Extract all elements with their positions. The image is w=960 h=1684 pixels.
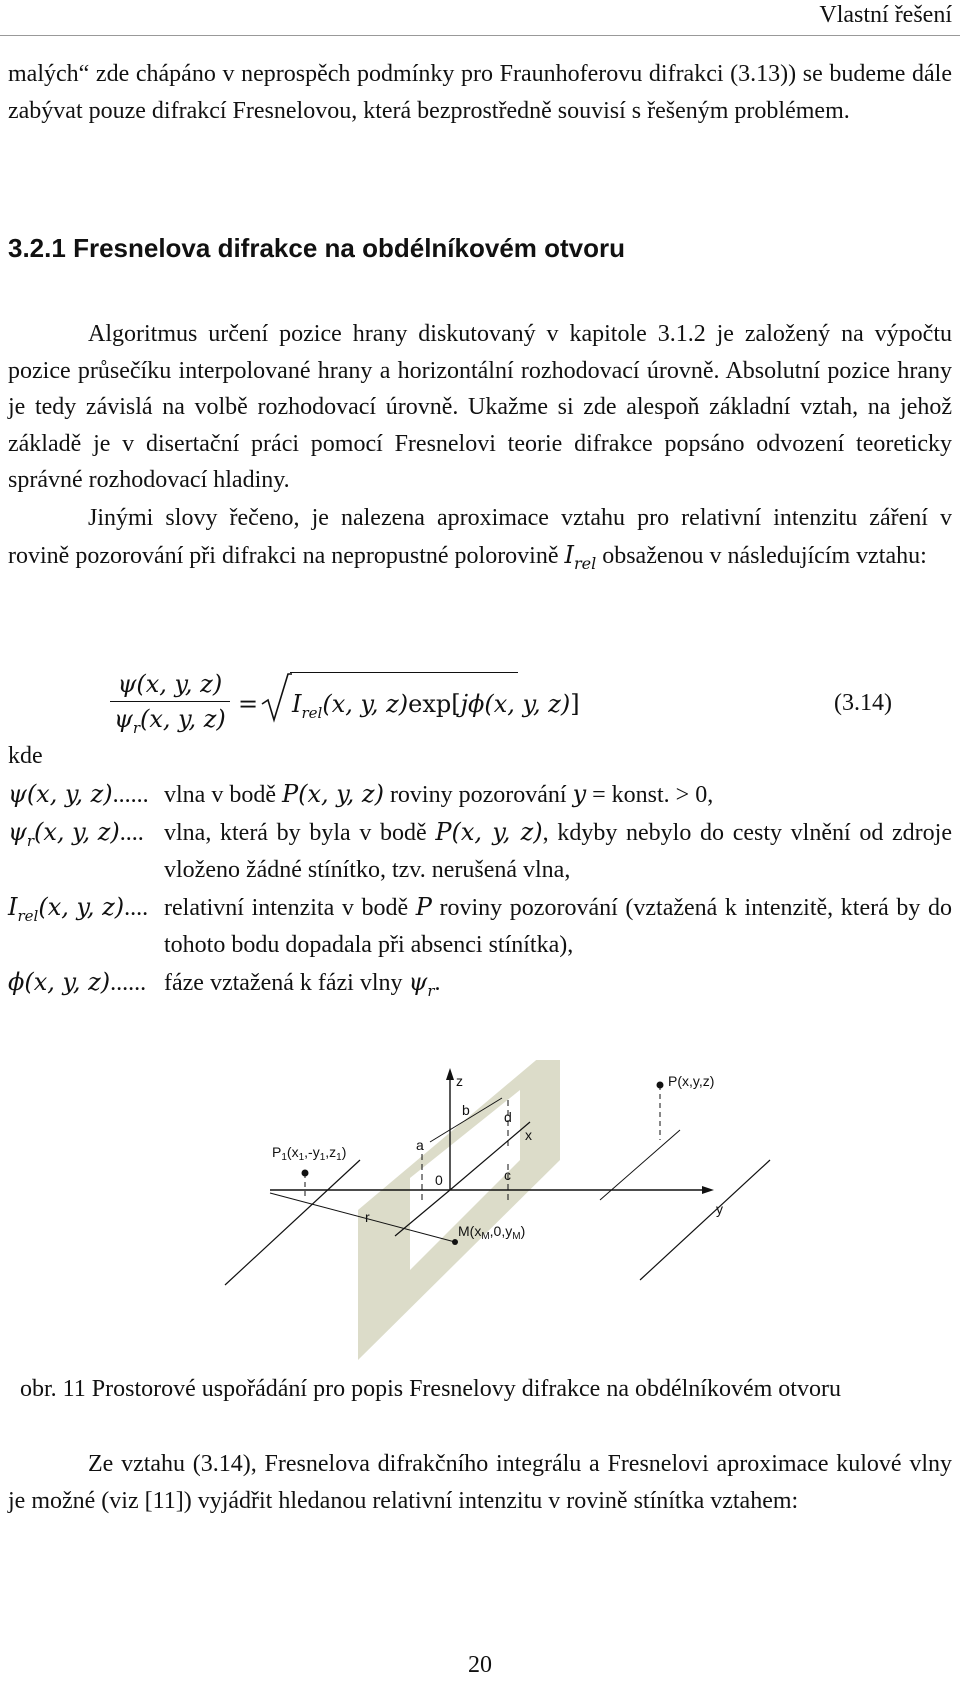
sqrt-bar: [290, 672, 518, 673]
label-p1: $P_1(x_1,-y_1,z_1)$: [272, 1144, 347, 1163]
label-origin: 0: [435, 1172, 443, 1188]
label-r: r: [365, 1209, 370, 1225]
paragraph-3: Ze vztahu (3.14), Fresnelova difrakčního integrálu a Fresnelovi aproximace kulové vlny je možné (viz [11]) vyjádřit hledanou relativní intenzitu v rovině stínítka vztahem:: [8, 1451, 952, 1514]
definition-term: $\psi_r(x$, y, z)....: [8, 818, 144, 850]
figure-caption: obr. 11 Prostorové uspořádání pro popis Fresnelovy difrakce na obdélníkovém otvoru: [20, 1376, 841, 1402]
equation-number: (3.14): [834, 690, 892, 716]
equation-denominator: $\psi_r(x$, y, z): [114, 705, 226, 737]
section-number: 3.2.1: [8, 233, 66, 263]
definition-desc: vlna v bodě P(x, y, z) roviny pozorování y = konst. > 0,: [164, 780, 714, 808]
label-m: $M(x_M,0,y_M)$: [458, 1223, 526, 1242]
equation-fraction: [110, 670, 230, 737]
definition-psi: [8, 776, 952, 814]
label-p: P(x,y,z): [668, 1073, 715, 1089]
section-title: Fresnelova difrakce na obdélníkovém otvoru: [73, 233, 626, 263]
label-c: c: [504, 1167, 511, 1183]
chapter-title: Vlastní řešení: [819, 2, 952, 28]
definition-term: ψ(x, y, z)......: [8, 780, 149, 808]
definition-term: $I_{rel}(x$, y, z)....: [8, 893, 149, 925]
definition-psi-r: [8, 814, 952, 889]
equals-sign: =: [238, 690, 259, 718]
equation-numerator: ψ(x, y, z): [117, 670, 223, 698]
z-axis-arrow: [446, 1068, 454, 1080]
point-m: [452, 1239, 458, 1245]
definition-phi: [8, 964, 952, 1010]
paragraph-2-text-b: obsaženou v následujícím vztahu:: [602, 542, 927, 569]
section-heading: [8, 233, 625, 264]
label-b: b: [462, 1102, 470, 1118]
paragraph-1: Algoritmus určení pozice hrany diskutovaný v kapitole 3.1.2 je založený na výpočtu pozice průsečíku interpolované hrany a horizontální rozhodovací úrovně. Absolutní pozice hrany je tedy závislá na volbě rozhodovací úrovně. Ukažme si zde alespoň základní vztah, na jehož základě je v disertační práci pomocí Fresnelovi teorie difrakce popsáno odvození teoreticky správné rozhodovací hladiny.: [8, 321, 952, 493]
definition-desc: fáze vztažená k fázi vlny $\psi_r$.: [164, 968, 441, 1000]
irel-symbol: $I_{rel}$: [564, 540, 597, 573]
where-label: kde: [8, 743, 43, 769]
definition-desc: vlna, která by byla v bodě P(x, y, z), kdyby nebylo do cesty vlnění od zdroje vloženo žádné stínítko, tzv. nerušená vlna,: [164, 818, 952, 883]
definition-desc: relativní intenzita v bodě P roviny pozorování (vztažená k intenzitě, která by do tohoto bodu dopadala při absenci stínítka),: [164, 893, 952, 958]
label-d: d: [504, 1109, 512, 1125]
label-y: y: [716, 1201, 723, 1217]
paragraph-2-text-a: Jinými slovy řečeno, je nalezena aproximace vztahu pro relativní intenzitu záření v rovině pozorování při difrakci na nepropustné polorovině: [8, 505, 952, 569]
header-rule: [0, 35, 960, 36]
oblique-line-left: [225, 1160, 360, 1285]
fraction-bar: [110, 701, 230, 702]
y-axis-arrow: [702, 1186, 714, 1194]
intro-paragraph: malých“ zde chápáno v neprospěch podmínky pro Fraunhoferovu difrakci (3.13)) se budeme dále zabývat pouze difrakcí Fresnelovou, která bezprostředně souvisí s řešeným problémem.: [8, 61, 952, 124]
label-x: x: [525, 1127, 532, 1143]
sqrt-sign: [260, 670, 292, 726]
equation-rhs: $I_{rel}(x$, y, z)exp[jϕ(x, y, z)]: [292, 690, 580, 722]
definition-irel: [8, 889, 952, 964]
definition-term: ϕ(x, y, z)......: [8, 968, 147, 996]
definitions-list: [8, 776, 952, 1010]
figure-diagram: [0, 1060, 960, 1380]
running-header: [0, 0, 960, 44]
page-number: 20: [468, 1652, 492, 1678]
paragraph-2: [8, 500, 952, 582]
label-z: z: [456, 1073, 463, 1089]
oblique-line-right: [640, 1160, 770, 1280]
label-a: a: [416, 1137, 424, 1153]
